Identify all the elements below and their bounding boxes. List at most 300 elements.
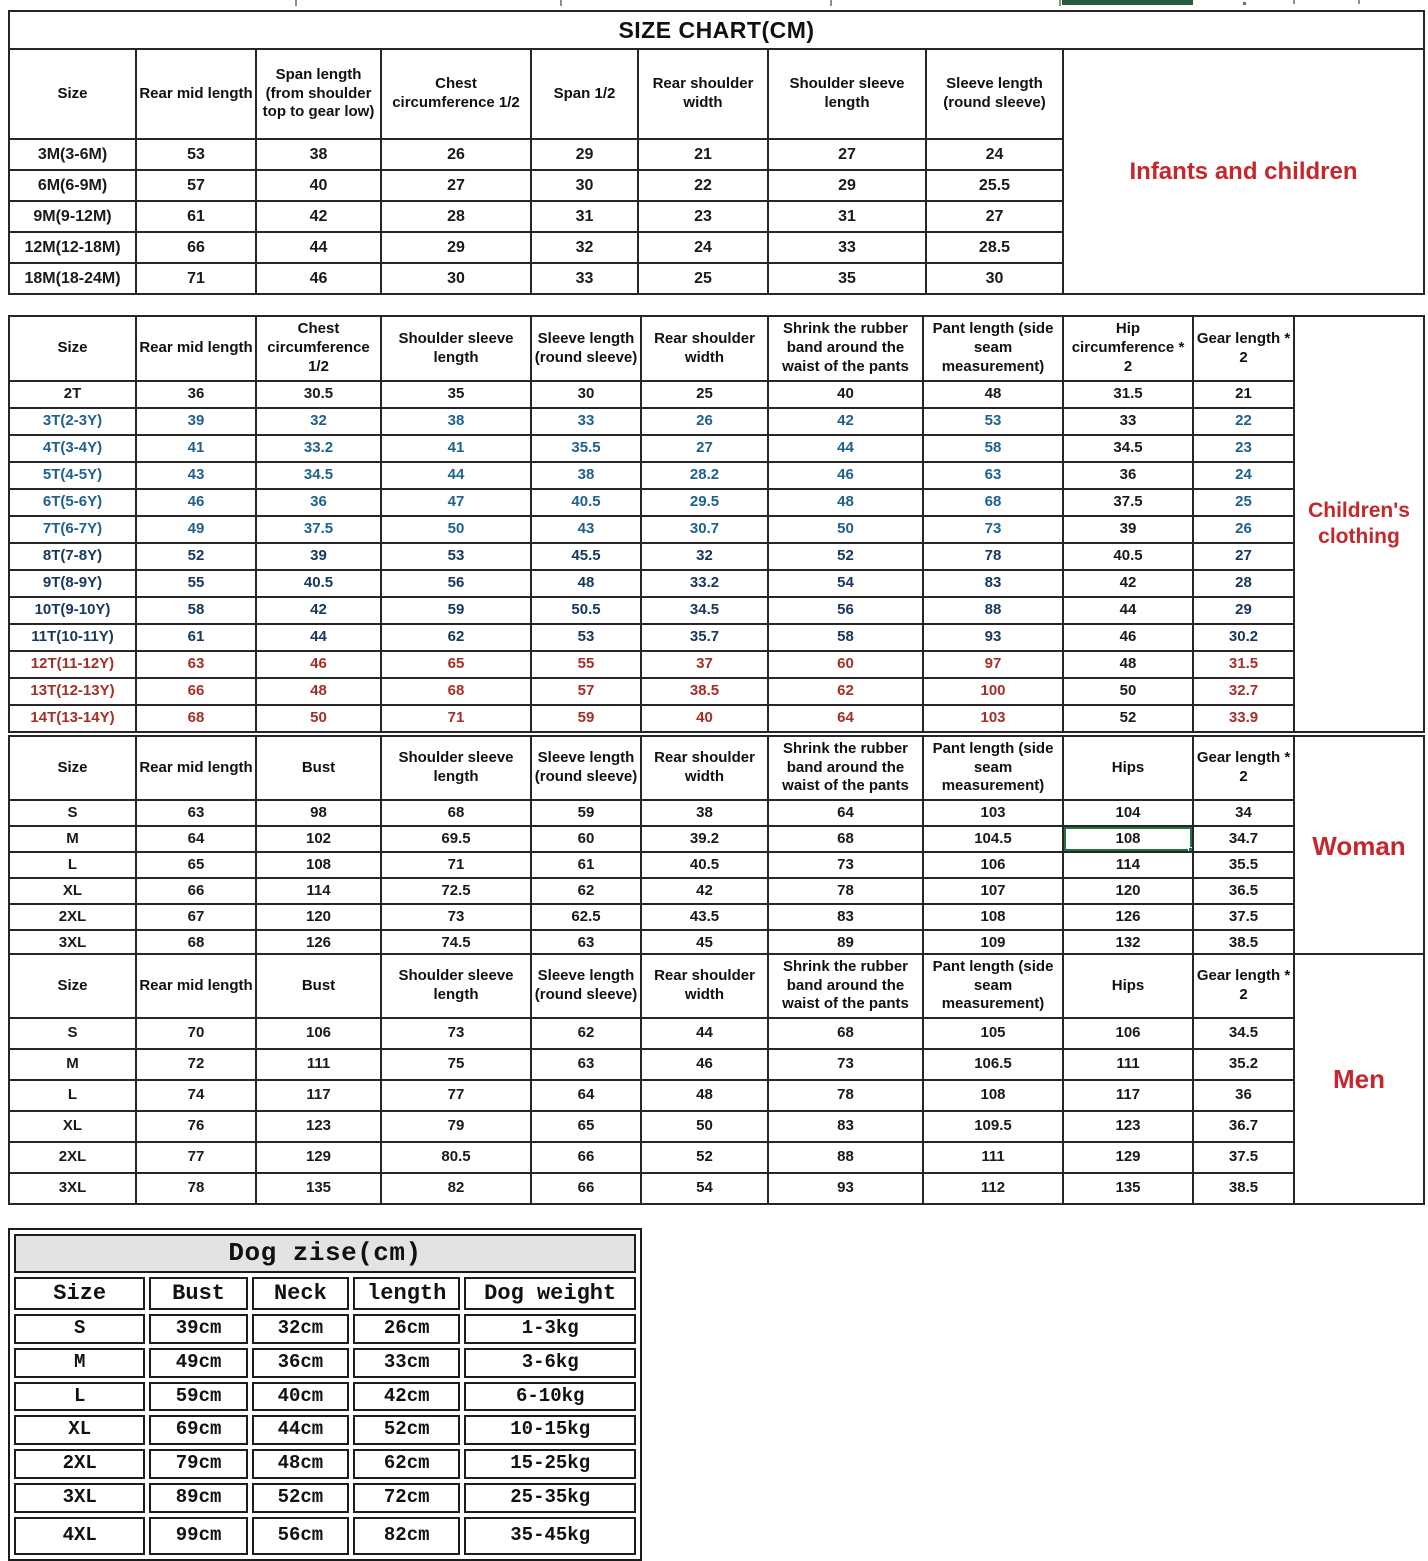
cell: 72 (136, 1049, 256, 1080)
cell: 73 (923, 516, 1063, 543)
cell: 3M(3-6M) (9, 139, 136, 170)
cell: 38 (641, 800, 768, 826)
cell: 126 (1063, 904, 1193, 930)
cell: 27 (641, 435, 768, 462)
column-header: Bust (256, 736, 381, 800)
cell: 56cm (252, 1517, 349, 1555)
cell: 98 (256, 800, 381, 826)
column-header: Chest circumference 1/2 (256, 316, 381, 381)
cell: 48 (923, 381, 1063, 408)
cell: 6-10kg (464, 1382, 636, 1412)
cell: 50 (768, 516, 923, 543)
column-header: Rear shoulder width (641, 954, 768, 1018)
table-row (9, 1049, 1424, 1080)
cell: 38.5 (1193, 930, 1294, 956)
cell: 63 (531, 1049, 641, 1080)
cell: 68 (768, 1018, 923, 1049)
cell: 61 (531, 852, 641, 878)
cell: 52 (136, 543, 256, 570)
selected-column-header-accent (1062, 0, 1193, 5)
men-size-table (8, 953, 1423, 1205)
cell: 123 (1063, 1111, 1193, 1142)
cell: 35 (768, 263, 926, 294)
cell: 33.2 (641, 570, 768, 597)
cell: 1-3kg (464, 1314, 636, 1344)
cell: 75 (381, 1049, 531, 1080)
cell: 8T(7-8Y) (9, 543, 136, 570)
cell: 56 (768, 597, 923, 624)
cell: 7T(6-7Y) (9, 516, 136, 543)
cell: 61 (136, 624, 256, 651)
cell: 35 (381, 381, 531, 408)
table-row (9, 1018, 1424, 1049)
cell: 25 (1193, 489, 1294, 516)
cell: 111 (1063, 1049, 1193, 1080)
cell: 93 (923, 624, 1063, 651)
cell: 3XL (9, 1173, 136, 1204)
cell: 35-45kg (464, 1517, 636, 1555)
table-row (9, 705, 1424, 732)
column-header: Rear mid length (136, 954, 256, 1018)
cell: 104 (1063, 800, 1193, 826)
infants-size-table (8, 10, 1423, 295)
cell: 34.5 (1193, 1018, 1294, 1049)
cell: 37.5 (1193, 904, 1294, 930)
cell: 22 (1193, 408, 1294, 435)
cell: 62.5 (531, 904, 641, 930)
cell: 74.5 (381, 930, 531, 956)
cell: 34.7 (1193, 826, 1294, 852)
cell: 34.5 (641, 597, 768, 624)
cell: 34 (1193, 800, 1294, 826)
cell: 32 (256, 408, 381, 435)
cell: 48 (1063, 651, 1193, 678)
cell: 63 (136, 651, 256, 678)
cell: 26cm (353, 1314, 460, 1344)
column-header: Shrink the rubber band around the waist of the pants (768, 954, 923, 1018)
cell: 111 (256, 1049, 381, 1080)
column-header: Bust (149, 1277, 247, 1311)
cell: 68 (768, 826, 923, 852)
cell: 33cm (353, 1348, 460, 1378)
cell: 60 (531, 826, 641, 852)
table-row (14, 1483, 636, 1513)
cell: 40 (768, 381, 923, 408)
cell: 78 (768, 1080, 923, 1111)
cell: 24 (638, 232, 768, 263)
cell: 36.5 (1193, 878, 1294, 904)
cell: 71 (381, 705, 531, 732)
cell: 33 (768, 232, 926, 263)
cell: 112 (923, 1173, 1063, 1204)
cell: 28.2 (641, 462, 768, 489)
cell: 129 (1063, 1142, 1193, 1173)
cell: 108 (923, 904, 1063, 930)
cell: 36 (1063, 462, 1193, 489)
cell: 40 (256, 170, 381, 201)
cell: 38.5 (641, 678, 768, 705)
cell: 37.5 (256, 516, 381, 543)
cell: 73 (381, 1018, 531, 1049)
gridline-tick (1293, 0, 1295, 4)
column-header: Pant length (side seam measurement) (923, 316, 1063, 381)
cell: 9M(9-12M) (9, 201, 136, 232)
cell: 135 (256, 1173, 381, 1204)
cell: 37.5 (1063, 489, 1193, 516)
cell: 9T(8-9Y) (9, 570, 136, 597)
cell: 45 (641, 930, 768, 956)
cell: 70 (136, 1018, 256, 1049)
cell: 103 (923, 705, 1063, 732)
cell: 68 (381, 800, 531, 826)
cell: 33 (531, 263, 638, 294)
column-header: Gear length * 2 (1193, 316, 1294, 381)
children-size-table (8, 315, 1423, 733)
cell: 38 (256, 139, 381, 170)
column-header: Shoulder sleeve length (381, 954, 531, 1018)
cell: 49cm (149, 1348, 247, 1378)
cell: 30 (381, 263, 531, 294)
cell: 105 (923, 1018, 1063, 1049)
cell: 117 (256, 1080, 381, 1111)
cell: 48 (641, 1080, 768, 1111)
cell: 3XL (14, 1483, 145, 1513)
column-header: Sleeve length (round sleeve) (531, 316, 641, 381)
cell: 57 (531, 678, 641, 705)
cell: 79 (381, 1111, 531, 1142)
selected-cell[interactable]: 108 (1063, 826, 1193, 852)
cell: 106 (1063, 1018, 1193, 1049)
column-header: Pant length (side seam measurement) (923, 736, 1063, 800)
table-row (9, 408, 1424, 435)
cell: 71 (381, 852, 531, 878)
column-header: Rear mid length (136, 316, 256, 381)
cell: 88 (923, 597, 1063, 624)
cell: 69cm (149, 1415, 247, 1445)
cell: 30.2 (1193, 624, 1294, 651)
table-row (9, 381, 1424, 408)
cell: 26 (641, 408, 768, 435)
cell: 102 (256, 826, 381, 852)
cell: 39cm (149, 1314, 247, 1344)
cell: 60 (768, 651, 923, 678)
section-label: Children's clothing (1294, 316, 1424, 732)
cell: 83 (923, 570, 1063, 597)
table-row (9, 597, 1424, 624)
cell: 56 (381, 570, 531, 597)
cell: 44 (256, 624, 381, 651)
cell: 40cm (252, 1382, 349, 1412)
column-header: Gear length * 2 (1193, 736, 1294, 800)
cell: L (14, 1382, 145, 1412)
cell: 38 (531, 462, 641, 489)
cell: 22 (638, 170, 768, 201)
cell: 65 (531, 1111, 641, 1142)
table-row (9, 1080, 1424, 1111)
cell: 44 (256, 232, 381, 263)
cell: 120 (256, 904, 381, 930)
cell: 88 (768, 1142, 923, 1173)
cell: 73 (381, 904, 531, 930)
cell: 52cm (252, 1483, 349, 1513)
cell: 54 (768, 570, 923, 597)
cell: 48cm (252, 1449, 349, 1479)
cell: S (9, 800, 136, 826)
cell: 50 (1063, 678, 1193, 705)
cell: 5T(4-5Y) (9, 462, 136, 489)
cell: 77 (136, 1142, 256, 1173)
cell: XL (9, 1111, 136, 1142)
cell: 41 (136, 435, 256, 462)
cell: 78 (136, 1173, 256, 1204)
cell: 24 (926, 139, 1063, 170)
cell: 53 (381, 543, 531, 570)
cell: 28 (1193, 570, 1294, 597)
cell: 40.5 (256, 570, 381, 597)
cell: 73 (768, 1049, 923, 1080)
cell: 55 (531, 651, 641, 678)
cell: 82cm (353, 1517, 460, 1555)
table-row (14, 1517, 636, 1555)
cell: 35.7 (641, 624, 768, 651)
cell: 65 (381, 651, 531, 678)
cell: 50 (256, 705, 381, 732)
cell: 38.5 (1193, 1173, 1294, 1204)
column-header: Dog weight (464, 1277, 636, 1311)
section-label: Infants and children (1063, 49, 1424, 294)
cell: 100 (923, 678, 1063, 705)
cell: 42cm (353, 1382, 460, 1412)
cell: 35.5 (1193, 852, 1294, 878)
cell: 78 (923, 543, 1063, 570)
table-row (14, 1449, 636, 1479)
cell: M (9, 826, 136, 852)
cell: 107 (923, 878, 1063, 904)
cell: 30 (926, 263, 1063, 294)
cell: 66 (136, 232, 256, 263)
cell: 27 (768, 139, 926, 170)
column-header: Neck (252, 1277, 349, 1311)
column-header: Hips (1063, 954, 1193, 1018)
cell: 47 (381, 489, 531, 516)
cell: 55 (136, 570, 256, 597)
cell: 69.5 (381, 826, 531, 852)
cell: 30 (531, 170, 638, 201)
gridline-tick (295, 0, 297, 6)
cell: 29 (381, 232, 531, 263)
cell: 42 (641, 878, 768, 904)
cell: 27 (381, 170, 531, 201)
cell: 104.5 (923, 826, 1063, 852)
cell: 39 (256, 543, 381, 570)
cell: 42 (256, 201, 381, 232)
column-header: Gear length * 2 (1193, 954, 1294, 1018)
cell: 2XL (9, 904, 136, 930)
cell: 30.7 (641, 516, 768, 543)
cell: 26 (1193, 516, 1294, 543)
cell: 6T(5-6Y) (9, 489, 136, 516)
column-header: Shoulder sleeve length (381, 736, 531, 800)
cell: 14T(13-14Y) (9, 705, 136, 732)
cell: 31 (531, 201, 638, 232)
cell: 135 (1063, 1173, 1193, 1204)
cell: 58 (136, 597, 256, 624)
cell: 3-6kg (464, 1348, 636, 1378)
column-header: Rear shoulder width (641, 316, 768, 381)
cell: 132 (1063, 930, 1193, 956)
cell: 59 (531, 705, 641, 732)
cell: 43 (136, 462, 256, 489)
cell: 52 (768, 543, 923, 570)
cell: 10T(9-10Y) (9, 597, 136, 624)
cell: 30.5 (256, 381, 381, 408)
section-label: Woman (1294, 736, 1424, 956)
cell: 3T(2-3Y) (9, 408, 136, 435)
dog-size-table (8, 1228, 642, 1561)
cell: 42 (768, 408, 923, 435)
column-header: length (353, 1277, 460, 1311)
cell: 33 (531, 408, 641, 435)
cell: 108 (923, 1080, 1063, 1111)
cell: 83 (768, 1111, 923, 1142)
cell: 32cm (252, 1314, 349, 1344)
cell: 32 (531, 232, 638, 263)
cell: 106 (923, 852, 1063, 878)
cell: 126 (256, 930, 381, 956)
cell: 36 (1193, 1080, 1294, 1111)
cell: 27 (1193, 543, 1294, 570)
cell: 46 (256, 651, 381, 678)
cell: 46 (1063, 624, 1193, 651)
table-row (9, 624, 1424, 651)
cell: 43.5 (641, 904, 768, 930)
cell: 46 (641, 1049, 768, 1080)
gridline-tick (560, 0, 562, 6)
column-header: Shoulder sleeve length (768, 49, 926, 139)
cell: 39.2 (641, 826, 768, 852)
cell: 36.7 (1193, 1111, 1294, 1142)
cell: 21 (1193, 381, 1294, 408)
table-row (9, 826, 1424, 852)
cell: 4XL (14, 1517, 145, 1555)
table-row (9, 651, 1424, 678)
cell: 77 (381, 1080, 531, 1111)
cell: 45.5 (531, 543, 641, 570)
cell: 68 (381, 678, 531, 705)
cell: 50 (641, 1111, 768, 1142)
cell: 18M(18-24M) (9, 263, 136, 294)
table-row (9, 462, 1424, 489)
cell: 54 (641, 1173, 768, 1204)
cell: 62 (531, 878, 641, 904)
cell: 39 (1063, 516, 1193, 543)
column-header: Shrink the rubber band around the waist of the pants (768, 316, 923, 381)
cell: 67 (136, 904, 256, 930)
table-row (14, 1415, 636, 1445)
cell: 25-35kg (464, 1483, 636, 1513)
column-header: Shrink the rubber band around the waist of the pants (768, 736, 923, 800)
cell: 23 (1193, 435, 1294, 462)
cell: 40 (641, 705, 768, 732)
cell: 63 (531, 930, 641, 956)
cell: 42 (256, 597, 381, 624)
cell: 50.5 (531, 597, 641, 624)
cell: 10-15kg (464, 1415, 636, 1445)
cell: 59cm (149, 1382, 247, 1412)
cell: 65 (136, 852, 256, 878)
cell: 109.5 (923, 1111, 1063, 1142)
table-row (9, 543, 1424, 570)
cell: 48 (768, 489, 923, 516)
cell: 3XL (9, 930, 136, 956)
column-header: Hip circumference * 2 (1063, 316, 1193, 381)
cell: 32.7 (1193, 678, 1294, 705)
cell: 29.5 (641, 489, 768, 516)
woman-size-table (8, 735, 1423, 957)
cell: 41 (381, 435, 531, 462)
cell: 32 (641, 543, 768, 570)
cell: 46 (256, 263, 381, 294)
cell: 36cm (252, 1348, 349, 1378)
cell: 50 (381, 516, 531, 543)
table-row (9, 435, 1424, 462)
column-header: Size (9, 736, 136, 800)
cell: 25 (638, 263, 768, 294)
cell: L (9, 1080, 136, 1111)
cell: 89 (768, 930, 923, 956)
cell: 114 (1063, 852, 1193, 878)
cell: 68 (136, 930, 256, 956)
cell: 103 (923, 800, 1063, 826)
cell: 46 (136, 489, 256, 516)
cell: 30 (531, 381, 641, 408)
cell: 63 (136, 800, 256, 826)
table-row (9, 570, 1424, 597)
cell: 48 (256, 678, 381, 705)
cell: 58 (923, 435, 1063, 462)
section-label: Men (1294, 954, 1424, 1204)
cell: 23 (638, 201, 768, 232)
cell: 106.5 (923, 1049, 1063, 1080)
gridline-tick (1059, 0, 1061, 6)
cell: 71 (136, 263, 256, 294)
cell: XL (9, 878, 136, 904)
cell: 120 (1063, 878, 1193, 904)
cell: 26 (381, 139, 531, 170)
cell: 64 (136, 826, 256, 852)
cell: 97 (923, 651, 1063, 678)
cell: 66 (136, 678, 256, 705)
cell: 21 (638, 139, 768, 170)
table-title: Dog zise(cm) (14, 1234, 636, 1273)
cell: 64 (531, 1080, 641, 1111)
cell: 74 (136, 1080, 256, 1111)
cell: 58 (768, 624, 923, 651)
cell: 44 (1063, 597, 1193, 624)
column-header: Rear mid length (136, 49, 256, 139)
cell: 29 (531, 139, 638, 170)
cell: 53 (923, 408, 1063, 435)
cell: 63 (923, 462, 1063, 489)
table-row (9, 852, 1424, 878)
cell: 59 (381, 597, 531, 624)
cell: 123 (256, 1111, 381, 1142)
cell: 80.5 (381, 1142, 531, 1173)
cell: 2XL (9, 1142, 136, 1173)
cell: 129 (256, 1142, 381, 1173)
cell: 79cm (149, 1449, 247, 1479)
cell: 99cm (149, 1517, 247, 1555)
